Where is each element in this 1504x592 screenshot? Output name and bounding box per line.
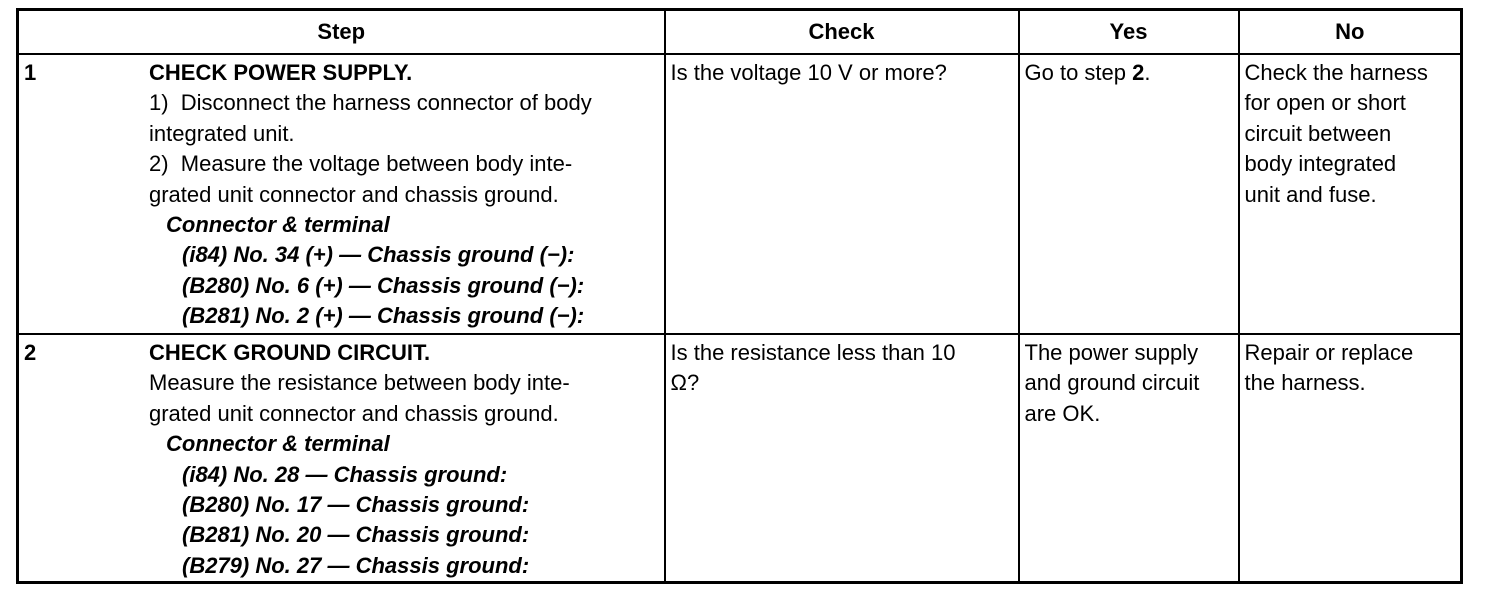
- check-cell: [665, 334, 1019, 583]
- step-line: 1) Disconnect the harness connector of body: [149, 90, 592, 116]
- table-row: [18, 334, 1462, 583]
- header-no: No: [1239, 10, 1462, 55]
- terminal-line: (i84) No. 34 (+) — Chassis ground (−):: [182, 242, 575, 268]
- step-number: 1: [24, 60, 37, 85]
- header-yes: Yes: [1019, 10, 1239, 55]
- header-check: Check: [665, 10, 1019, 55]
- step-line: integrated unit.: [149, 120, 295, 146]
- yes-line: The power supply: [1024, 340, 1199, 365]
- terminal-line: (i84) No. 28 — Chassis ground:: [182, 461, 508, 487]
- terminal-line: (B281) No. 2 (+) — Chassis ground (−):: [182, 303, 585, 329]
- yes-step-number: 2: [1132, 60, 1145, 85]
- no-line: body integrated: [1244, 151, 1397, 177]
- terminal-line: (B279) No. 27 — Chassis ground:: [182, 552, 530, 578]
- yes-line: and ground circuit: [1024, 370, 1200, 396]
- step-title: CHECK POWER SUPPLY.: [149, 60, 413, 85]
- step-line: Measure the resistance between body inte-: [149, 370, 570, 396]
- terminal-line: (B280) No. 17 — Chassis ground:: [182, 492, 530, 518]
- step-line: 2) Measure the voltage between body inte-: [149, 151, 573, 177]
- diagnostic-table: [16, 8, 1463, 584]
- table-row: [18, 54, 1462, 334]
- yes-cell: [1019, 334, 1239, 583]
- no-line: Check the harness: [1244, 60, 1428, 85]
- yes-line: are OK.: [1024, 400, 1101, 426]
- connector-heading: Connector & terminal: [166, 431, 390, 457]
- terminal-line: (B281) No. 20 — Chassis ground:: [182, 522, 530, 548]
- no-line: the harness.: [1244, 370, 1366, 396]
- check-cell: [665, 54, 1019, 334]
- no-line: for open or short: [1244, 90, 1406, 116]
- check-text: Is the voltage 10 V or more?: [670, 60, 947, 85]
- step-title: CHECK GROUND CIRCUIT.: [149, 340, 431, 365]
- header-step: Step: [18, 10, 665, 55]
- header-row: [18, 10, 1462, 55]
- no-cell: [1239, 334, 1462, 583]
- connector-heading: Connector & terminal: [166, 212, 390, 238]
- step-line: grated unit connector and chassis ground.: [149, 400, 559, 426]
- step-line: grated unit connector and chassis ground.: [149, 181, 559, 207]
- step-cell: [18, 334, 665, 583]
- yes-cell: [1019, 54, 1239, 334]
- check-line: Is the resistance less than 10: [670, 340, 956, 365]
- no-line: Repair or replace: [1244, 340, 1414, 365]
- step-number: 2: [24, 340, 37, 365]
- yes-prefix: Go to step: [1024, 60, 1133, 85]
- terminal-line: (B280) No. 6 (+) — Chassis ground (−):: [182, 272, 585, 298]
- yes-suffix: .: [1144, 60, 1151, 85]
- no-line: unit and fuse.: [1244, 181, 1377, 207]
- check-line: Ω?: [670, 370, 700, 396]
- no-line: circuit between: [1244, 120, 1392, 146]
- no-cell: [1239, 54, 1462, 334]
- step-cell: [18, 54, 665, 334]
